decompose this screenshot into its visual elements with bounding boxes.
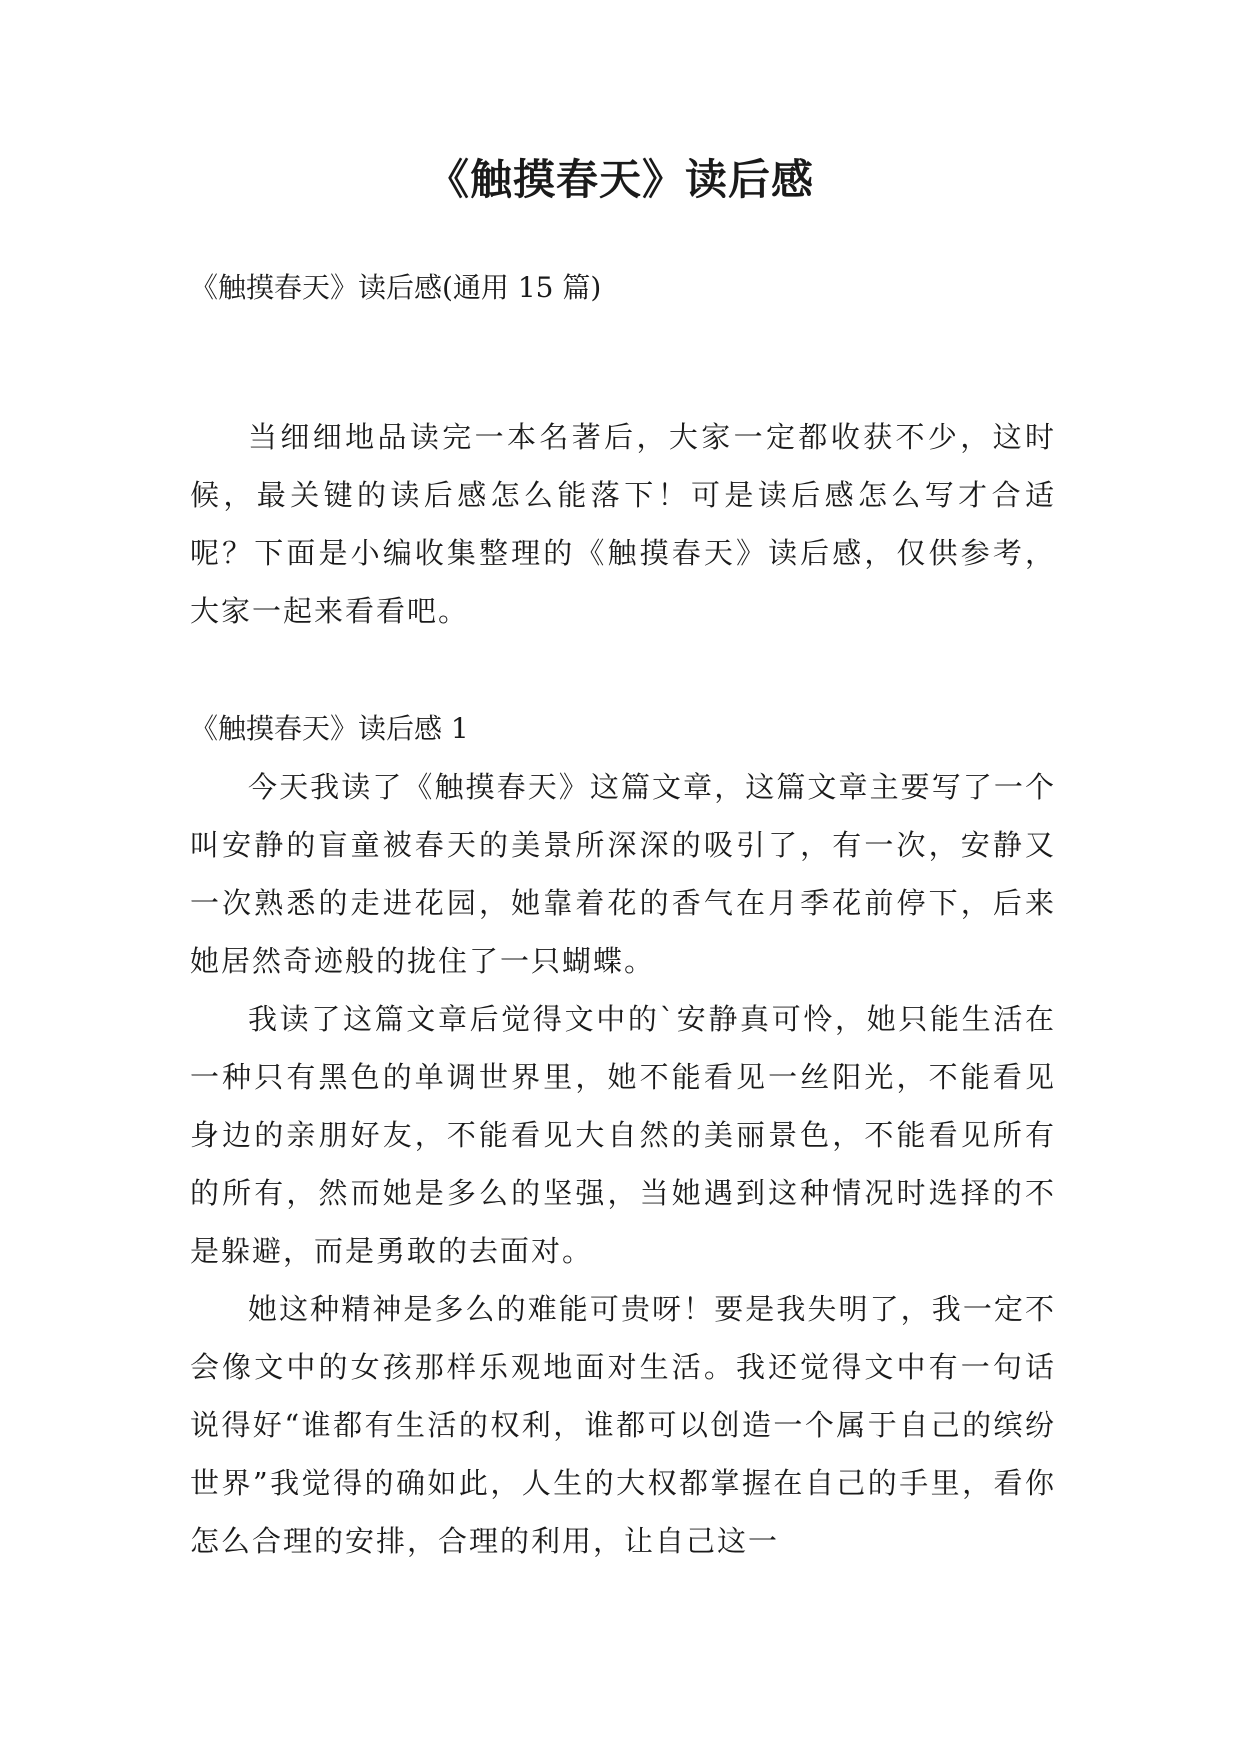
intro-paragraph: 当细细地品读完一本名著后，大家一定都收获不少，这时候，最关键的读后感怎么能落下！可是读后感怎么写才合适呢？下面是小编收集整理的《触摸春天》读后感，仅供参考，大家一起来看看吧。: [190, 420, 1056, 628]
document-title: 《触摸春天》读后感: [426, 155, 814, 204]
section-heading: 《触摸春天》读后感 1: [190, 712, 469, 745]
body-paragraph: 她这种精神是多么的难能可贵呀！要是我失明了，我一定不会像文中的女孩那样乐观地面对生活。我还觉得文中有一句话说得好“谁都有生活的权利，谁都可以创造一个属于自己的缤纷世界”我觉得的确如此，人生的大权都掌握在自己的手里，看你怎么合理的安排，合理的利用，让自己这一: [190, 1292, 1056, 1558]
section-1: [190, 700, 1056, 1570]
intro-block: [190, 408, 1056, 640]
body-paragraph: 今天我读了《触摸春天》这篇文章，这篇文章主要写了一个叫安静的盲童被春天的美景所深深的吸引了，有一次，安静又一次熟悉的走进花园，她靠着花的香气在月季花前停下，后来她居然奇迹般的拢住了一只蝴蝶。: [190, 770, 1056, 978]
document-subtitle: 《触摸春天》读后感(通用 15 篇): [190, 271, 602, 304]
body-paragraph: 我读了这篇文章后觉得文中的`安静真可怜，她只能生活在一种只有黑色的单调世界里，她不能看见一丝阳光，不能看见身边的亲朋好友，不能看见大自然的美丽景色，不能看见所有的所有，然而她是多么的坚强，当她遇到这种情况时选择的不是躲避，而是勇敢的去面对。: [190, 1002, 1056, 1268]
